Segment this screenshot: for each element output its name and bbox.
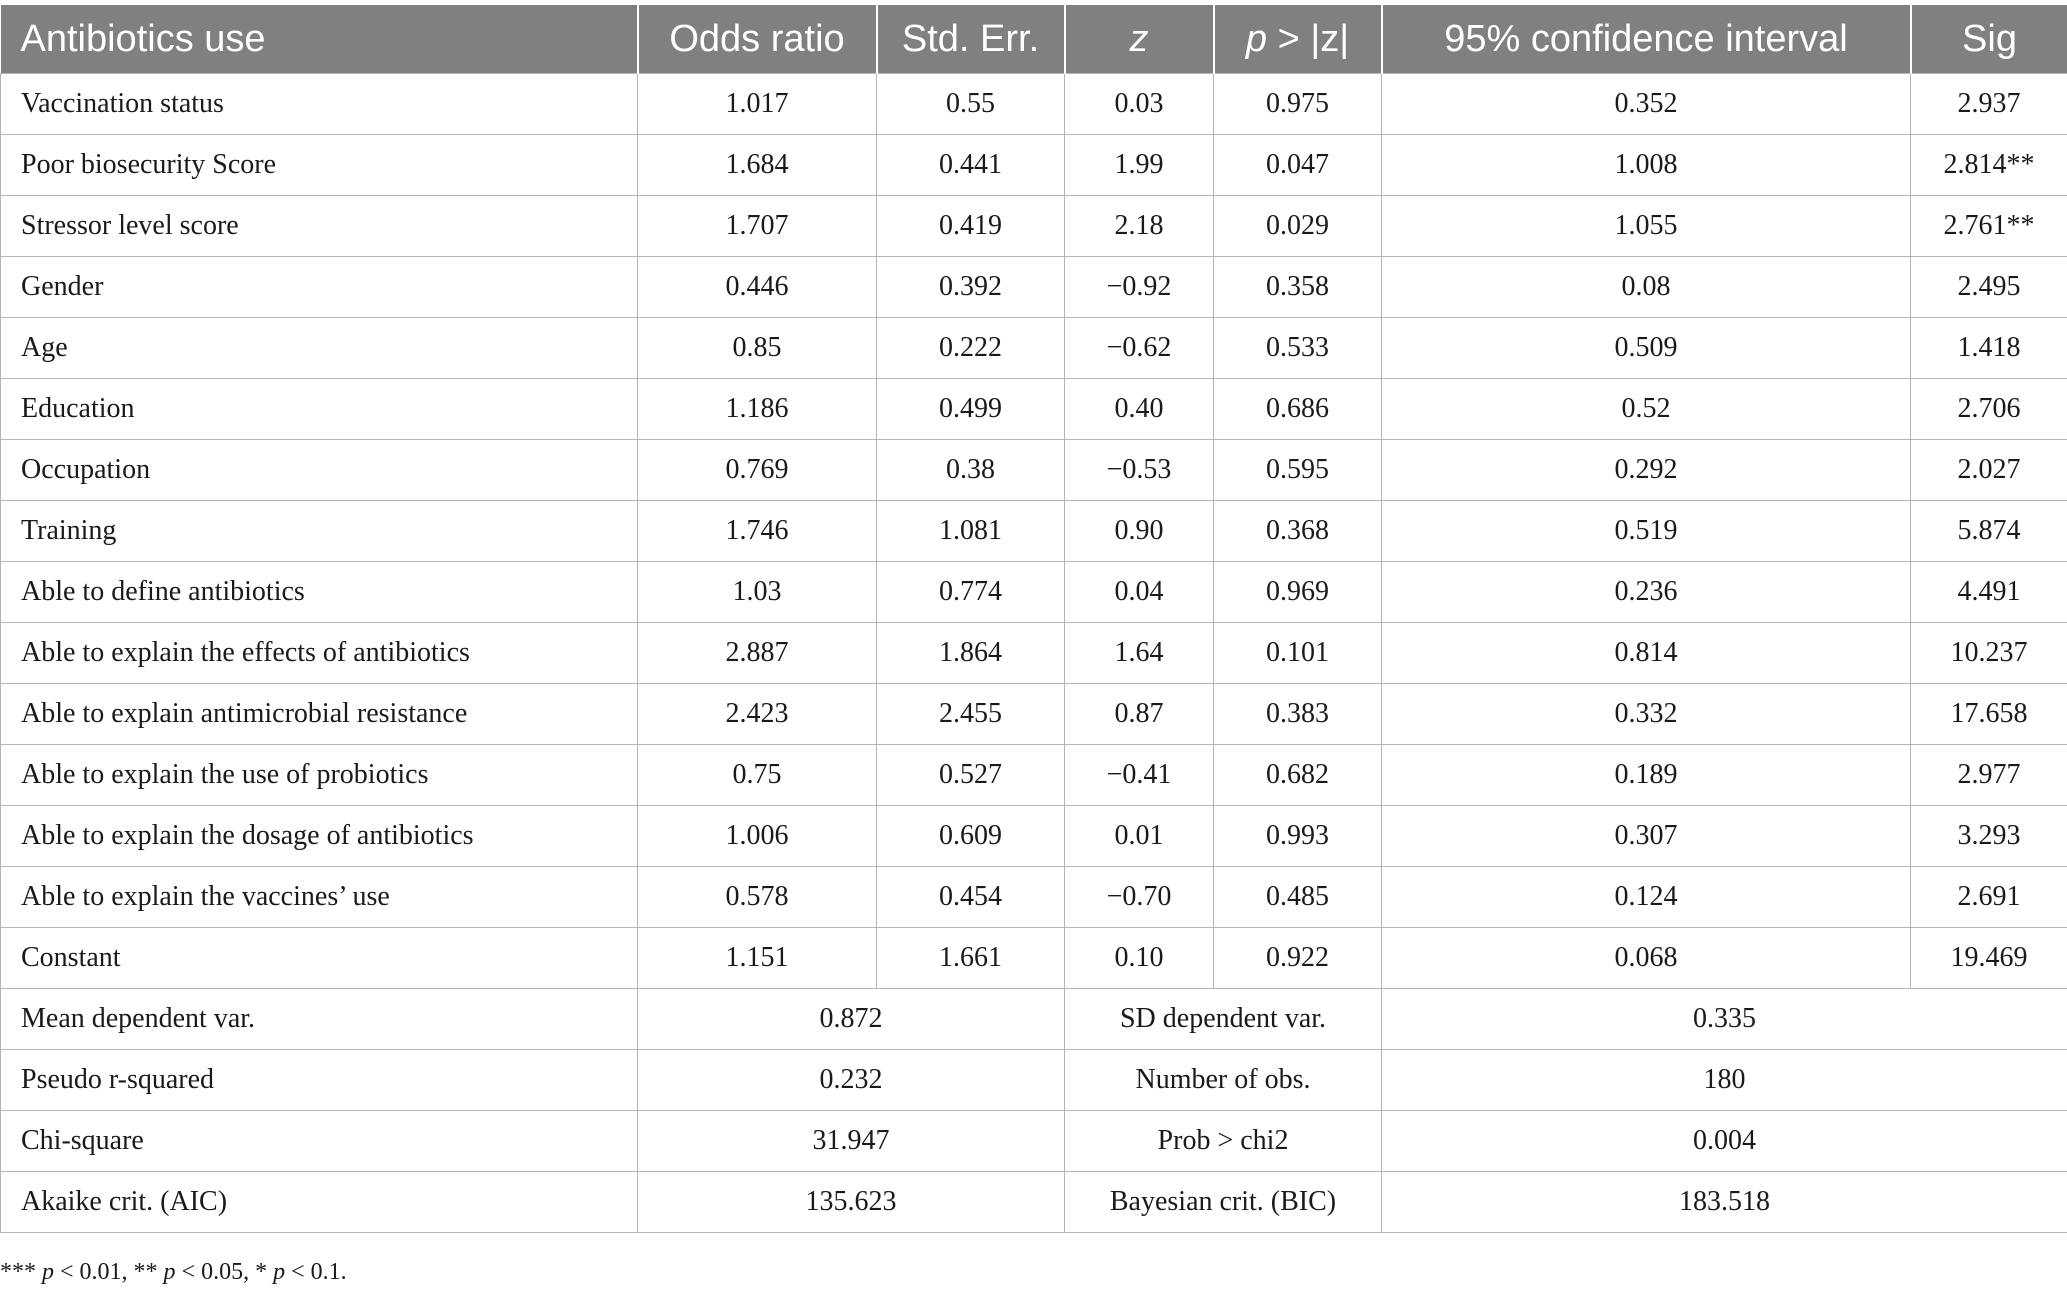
variable-name: Able to explain the dosage of antibiotics [1,806,638,867]
p-value-cell: 0.533 [1214,318,1382,379]
z-cell: −0.70 [1065,867,1214,928]
variable-name: Stressor level score [1,196,638,257]
variable-name: Able to explain the vaccines’ use [1,867,638,928]
std-err-cell: 1.864 [877,623,1065,684]
summary-label: Number of obs. [1065,1050,1382,1111]
std-err-cell: 0.609 [877,806,1065,867]
z-cell: −0.41 [1065,745,1214,806]
sig-cell: 19.469 [1911,928,2067,989]
std-err-cell: 0.454 [877,867,1065,928]
confidence-interval-cell: 1.008 [1382,135,1911,196]
header-sig: Sig [1911,5,2067,74]
variable-name: Able to explain antimicrobial resistance [1,684,638,745]
confidence-interval-cell: 0.292 [1382,440,1911,501]
sig-cell: 2.937 [1911,74,2067,135]
summary-label: SD dependent var. [1065,989,1382,1050]
z-cell: 0.87 [1065,684,1214,745]
header-p-value [1214,5,1382,74]
table-row [1,74,2067,135]
table-row [1,928,2067,989]
sig-cell: 2.706 [1911,379,2067,440]
table-row [1,867,2067,928]
odds-ratio-cell: 1.03 [638,562,877,623]
std-err-cell: 0.499 [877,379,1065,440]
z-cell: 0.04 [1065,562,1214,623]
z-cell: −0.62 [1065,318,1214,379]
table-body [1,74,2067,1233]
footnote-p-symbol: p [42,1259,54,1285]
std-err-cell: 0.38 [877,440,1065,501]
z-cell: 0.10 [1065,928,1214,989]
summary-value: 135.623 [638,1172,1065,1233]
table-row [1,257,2067,318]
confidence-interval-cell: 0.52 [1382,379,1911,440]
variable-name: Poor biosecurity Score [1,135,638,196]
variable-name: Gender [1,257,638,318]
footnote-part: < 0.01, ** [54,1259,164,1285]
table-row [1,379,2067,440]
std-err-cell: 0.392 [877,257,1065,318]
confidence-interval-cell: 0.124 [1382,867,1911,928]
table-row [1,501,2067,562]
odds-ratio-cell: 2.423 [638,684,877,745]
variable-name: Vaccination status [1,74,638,135]
confidence-interval-cell: 0.236 [1382,562,1911,623]
summary-label: Akaike crit. (AIC) [1,1172,638,1233]
footnote-p-symbol: p [163,1259,176,1285]
p-value-cell: 0.368 [1214,501,1382,562]
summary-value: 31.947 [638,1111,1065,1172]
summary-value: 0.004 [1382,1111,2067,1172]
header-std-err: Std. Err. [877,5,1065,74]
header-confidence-interval: 95% confidence interval [1382,5,1911,74]
sig-cell: 4.491 [1911,562,2067,623]
std-err-cell: 1.661 [877,928,1065,989]
std-err-cell: 0.222 [877,318,1065,379]
p-value-cell: 0.029 [1214,196,1382,257]
sig-cell: 17.658 [1911,684,2067,745]
header-p-symbol: p [1245,17,1268,60]
p-value-cell: 0.595 [1214,440,1382,501]
summary-value: 180 [1382,1050,2067,1111]
variable-name: Training [1,501,638,562]
z-cell: 0.90 [1065,501,1214,562]
std-err-cell: 0.441 [877,135,1065,196]
header-p-rest: > |z| [1267,17,1350,60]
odds-ratio-cell: 1.684 [638,135,877,196]
confidence-interval-cell: 0.814 [1382,623,1911,684]
z-cell: 0.01 [1065,806,1214,867]
table-row [1,562,2067,623]
odds-ratio-cell: 1.746 [638,501,877,562]
sig-cell: 10.237 [1911,623,2067,684]
summary-row [1,1050,2067,1111]
sig-cell: 2.691 [1911,867,2067,928]
variable-name: Able to explain the effects of antibiotics [1,623,638,684]
sig-cell: 3.293 [1911,806,2067,867]
p-value-cell: 0.047 [1214,135,1382,196]
p-value-cell: 0.358 [1214,257,1382,318]
footnote-p-symbol: p [273,1259,286,1285]
odds-ratio-cell: 0.85 [638,318,877,379]
confidence-interval-cell: 0.332 [1382,684,1911,745]
odds-ratio-cell: 1.006 [638,806,877,867]
summary-label: Bayesian crit. (BIC) [1065,1172,1382,1233]
summary-label: Mean dependent var. [1,989,638,1050]
sig-cell: 2.977 [1911,745,2067,806]
sig-cell: 2.027 [1911,440,2067,501]
variable-name: Education [1,379,638,440]
table-row [1,318,2067,379]
summary-row [1,1172,2067,1233]
header-antibiotics-use: Antibiotics use [1,5,638,74]
z-cell: 2.18 [1065,196,1214,257]
summary-value: 0.872 [638,989,1065,1050]
p-value-cell: 0.383 [1214,684,1382,745]
summary-label: Chi-square [1,1111,638,1172]
p-value-cell: 0.686 [1214,379,1382,440]
table-header [1,5,2067,74]
odds-ratio-cell: 2.887 [638,623,877,684]
std-err-cell: 0.527 [877,745,1065,806]
odds-ratio-cell: 1.186 [638,379,877,440]
confidence-interval-cell: 0.189 [1382,745,1911,806]
p-value-cell: 0.922 [1214,928,1382,989]
odds-ratio-cell: 0.75 [638,745,877,806]
summary-label: Prob > chi2 [1065,1111,1382,1172]
p-value-cell: 0.682 [1214,745,1382,806]
std-err-cell: 0.774 [877,562,1065,623]
z-cell: 1.99 [1065,135,1214,196]
std-err-cell: 2.455 [877,684,1065,745]
p-value-cell: 0.975 [1214,74,1382,135]
confidence-interval-cell: 0.068 [1382,928,1911,989]
footnote-part: *** [0,1259,42,1285]
std-err-cell: 1.081 [877,501,1065,562]
z-cell: −0.53 [1065,440,1214,501]
table-row [1,623,2067,684]
sig-cell: 2.495 [1911,257,2067,318]
confidence-interval-cell: 0.307 [1382,806,1911,867]
summary-row [1,989,2067,1050]
std-err-cell: 0.419 [877,196,1065,257]
header-row [1,5,2067,74]
sig-cell: 5.874 [1911,501,2067,562]
p-value-cell: 0.969 [1214,562,1382,623]
table-row [1,196,2067,257]
p-value-cell: 0.101 [1214,623,1382,684]
summary-value: 0.232 [638,1050,1065,1111]
odds-ratio-cell: 0.446 [638,257,877,318]
variable-name: Occupation [1,440,638,501]
header-z-label: z [1129,17,1149,60]
variable-name: Able to define antibiotics [1,562,638,623]
table-row [1,440,2067,501]
significance-footnote [0,1259,347,1286]
footnote-part: < 0.1. [285,1259,347,1285]
sig-cell: 2.814** [1911,135,2067,196]
z-cell: 0.03 [1065,74,1214,135]
odds-ratio-cell: 1.151 [638,928,877,989]
variable-name: Constant [1,928,638,989]
table-row [1,684,2067,745]
summary-label: Pseudo r-squared [1,1050,638,1111]
regression-table [0,5,2067,1233]
summary-value: 183.518 [1382,1172,2067,1233]
footnote-part: < 0.05, * [175,1259,274,1285]
odds-ratio-cell: 1.017 [638,74,877,135]
odds-ratio-cell: 1.707 [638,196,877,257]
odds-ratio-cell: 0.578 [638,867,877,928]
z-cell: −0.92 [1065,257,1214,318]
z-cell: 1.64 [1065,623,1214,684]
header-odds-ratio: Odds ratio [638,5,877,74]
sig-cell: 1.418 [1911,318,2067,379]
table-row [1,806,2067,867]
confidence-interval-cell: 0.08 [1382,257,1911,318]
table-row [1,745,2067,806]
z-cell: 0.40 [1065,379,1214,440]
header-z [1065,5,1214,74]
confidence-interval-cell: 0.519 [1382,501,1911,562]
variable-name: Able to explain the use of probiotics [1,745,638,806]
variable-name: Age [1,318,638,379]
confidence-interval-cell: 0.509 [1382,318,1911,379]
sig-cell: 2.761** [1911,196,2067,257]
confidence-interval-cell: 1.055 [1382,196,1911,257]
summary-value: 0.335 [1382,989,2067,1050]
confidence-interval-cell: 0.352 [1382,74,1911,135]
std-err-cell: 0.55 [877,74,1065,135]
p-value-cell: 0.993 [1214,806,1382,867]
p-value-cell: 0.485 [1214,867,1382,928]
summary-row [1,1111,2067,1172]
table-row [1,135,2067,196]
odds-ratio-cell: 0.769 [638,440,877,501]
